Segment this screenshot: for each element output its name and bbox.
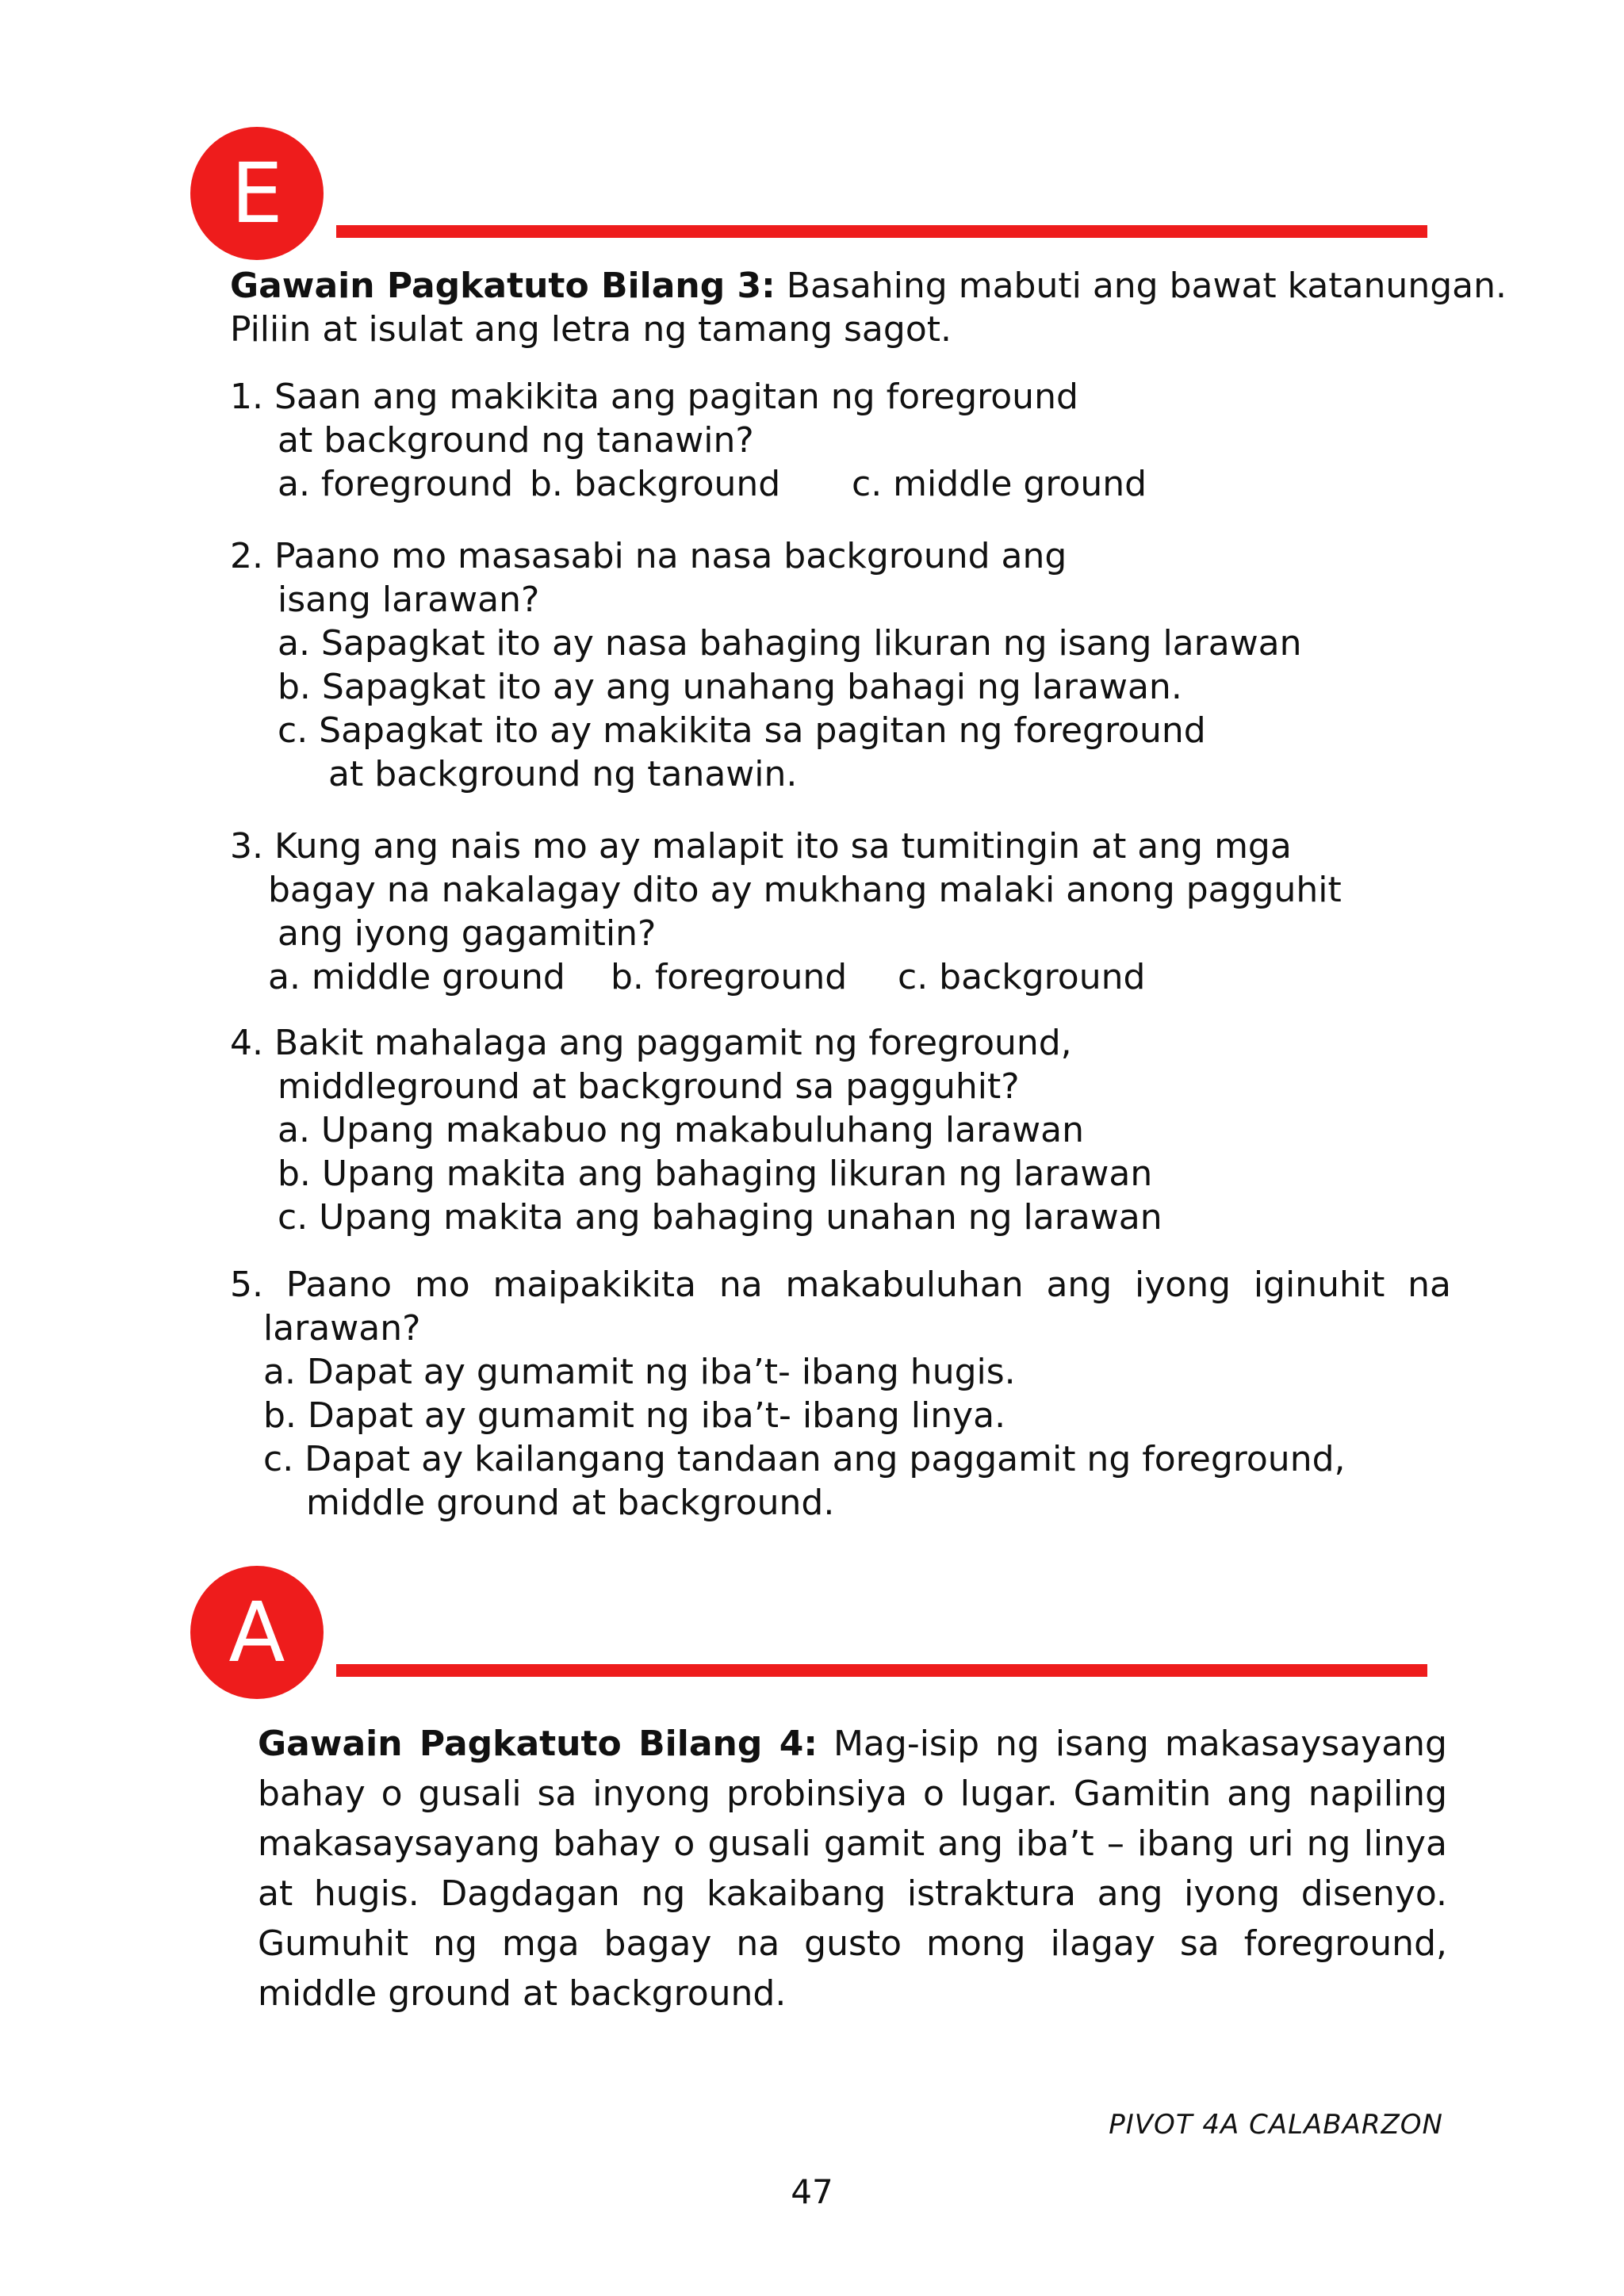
question-1 <box>230 375 1467 506</box>
choice-c: c. Sapagkat ito ay makikita sa pagitan ng foreground <box>278 710 1206 751</box>
choice-c: c. Upang makita ang bahaging unahan ng larawan <box>278 1197 1162 1238</box>
section-letter-badge: E <box>190 127 324 260</box>
activity-4-line: Gumuhit ng mga bagay na gusto mong ilagay sa foreground, <box>258 1923 1447 1964</box>
choice-c: c. middle ground <box>852 464 1147 504</box>
choice-b: b. background <box>530 464 781 504</box>
question-2-line: isang larawan? <box>278 580 540 620</box>
activity-3-title: Gawain Pagkatuto Bilang 3: <box>230 266 776 306</box>
question-3-line: bagay na nakalagay dito ay mukhang malaki anong pagguhit <box>268 870 1342 910</box>
choice-a: a. foreground <box>278 464 514 504</box>
choice-c: c. background <box>898 957 1146 997</box>
section-divider-line <box>336 225 1427 238</box>
page-number: 47 <box>791 2172 833 2211</box>
question-2-line: 2. Paano mo masasabi na nasa background ang <box>230 536 1067 576</box>
choice-b: b. foreground <box>611 957 848 997</box>
section-letter-badge: A <box>190 1566 324 1699</box>
activity-3-instruction-line1: Basahing mabuti ang bawat katanungan. <box>786 266 1507 306</box>
question-4 <box>230 1021 1467 1239</box>
choice-b: b. Sapagkat ito ay ang unahang bahagi ng larawan. <box>278 667 1182 707</box>
question-5-line: larawan? <box>263 1308 421 1349</box>
activity-4-text: Mag-isip ng isang makasaysayang <box>833 1724 1447 1764</box>
choice-c-continued: middle ground at background. <box>306 1483 835 1523</box>
question-3-choices <box>230 955 1467 999</box>
question-1-choices <box>230 462 1467 506</box>
choice-a: a. Dapat ay gumamit ng iba’t- ibang hugis. <box>263 1352 1016 1392</box>
activity-3-instruction-line2: Piliin at isulat ang letra ng tamang sagot. <box>230 309 952 350</box>
choice-a: a. Upang makabuo ng makabuluhang larawan <box>278 1110 1085 1150</box>
question-3-line: ang iyong gagamitin? <box>278 913 657 954</box>
footer-tag: PIVOT 4A CALABARZON <box>1109 2109 1443 2141</box>
activity-3-intro <box>230 264 1507 308</box>
activity-4-line: middle ground at background. <box>258 1973 787 2014</box>
question-4-line: 4. Bakit mahalaga ang paggamit ng foreground, <box>230 1023 1072 1063</box>
activity-4-line: makasaysayang bahay o gusali gamit ang iba’t – ibang uri ng linya <box>258 1823 1447 1864</box>
question-1-line: at background ng tanawin? <box>278 420 754 461</box>
question-1-line: 1. Saan ang makikita ang pagitan ng foreground <box>230 377 1078 417</box>
section-divider-line <box>336 1664 1427 1677</box>
question-5 <box>230 1263 1467 1525</box>
choice-a: a. middle ground <box>268 957 565 997</box>
activity-4 <box>258 1719 1447 2019</box>
question-4-line: middleground at background sa pagguhit? <box>278 1066 1020 1107</box>
choice-a: a. Sapagkat ito ay nasa bahaging likuran ng isang larawan <box>278 623 1302 664</box>
question-3-line: 3. Kung ang nais mo ay malapit ito sa tumitingin at ang mga <box>230 826 1292 867</box>
question-5-line: 5. Paano mo maipakikita na makabuluhan ang iyong iginuhit na <box>230 1265 1451 1305</box>
activity-4-title: Gawain Pagkatuto Bilang 4: <box>258 1724 818 1764</box>
activity-3 <box>230 264 1507 1553</box>
choice-c: c. Dapat ay kailangang tandaan ang paggamit ng foreground, <box>263 1439 1346 1479</box>
question-2 <box>230 534 1467 796</box>
activity-4-line: bahay o gusali sa inyong probinsiya o lugar. Gamitin ang napiling <box>258 1774 1447 1814</box>
question-3 <box>230 825 1467 999</box>
activity-4-line <box>258 1719 1447 1769</box>
section-a-header <box>190 1566 1427 1701</box>
choice-b: b. Upang makita ang bahaging likuran ng larawan <box>278 1154 1153 1194</box>
section-e-header <box>190 127 1427 262</box>
choice-c-continued: at background ng tanawin. <box>328 754 798 794</box>
choice-b: b. Dapat ay gumamit ng iba’t- ibang linya. <box>263 1395 1006 1436</box>
activity-4-line: at hugis. Dagdagan ng kakaibang istraktura ang iyong disenyo. <box>258 1873 1447 1914</box>
